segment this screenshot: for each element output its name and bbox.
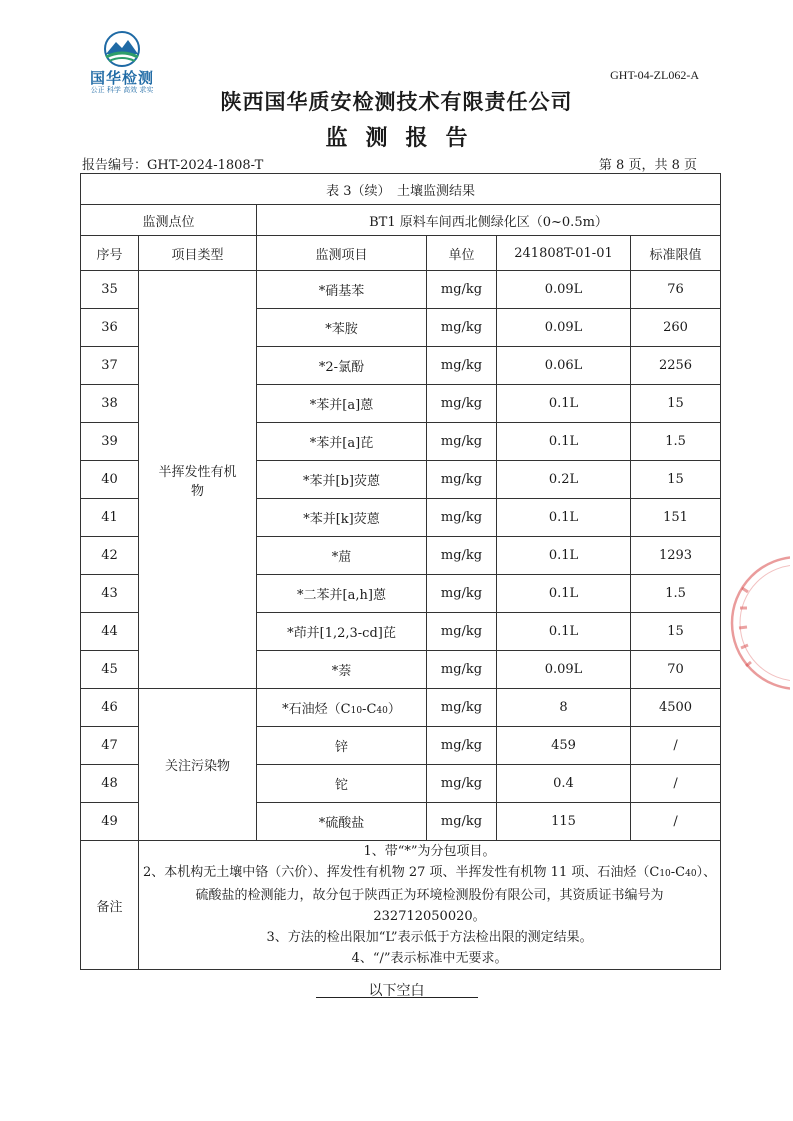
row-unit: mg/kg xyxy=(427,347,497,385)
row-limit: 1293 xyxy=(631,537,721,575)
row-item: *苯胺 xyxy=(257,309,427,347)
row-no: 38 xyxy=(81,385,139,423)
row-no: 41 xyxy=(81,499,139,537)
row-item: *苯并[a]蒽 xyxy=(257,385,427,423)
row-limit: / xyxy=(631,727,721,765)
row-no: 45 xyxy=(81,651,139,689)
row-unit: mg/kg xyxy=(427,423,497,461)
row-result: 0.09L xyxy=(497,651,631,689)
row-item: *苯并[k]荧蒽 xyxy=(257,499,427,537)
row-no: 43 xyxy=(81,575,139,613)
row-unit: mg/kg xyxy=(427,499,497,537)
note-3: 3、方法的检出限加“L”表示低于方法检出限的测定结果。 xyxy=(266,930,593,945)
report-number: 报告编号：GHT-2024-1808-T xyxy=(82,158,264,173)
blank-below-underline xyxy=(316,997,478,998)
row-unit: mg/kg xyxy=(427,271,497,309)
row-result: 0.4 xyxy=(497,765,631,803)
row-limit: 15 xyxy=(631,461,721,499)
row-limit: 1.5 xyxy=(631,575,721,613)
row-result: 0.1L xyxy=(497,575,631,613)
row-result: 459 xyxy=(497,727,631,765)
row-no: 37 xyxy=(81,347,139,385)
row-item: *石油烃（C10-C40） xyxy=(257,689,427,727)
row-result: 0.1L xyxy=(497,499,631,537)
row-limit: 260 xyxy=(631,309,721,347)
row-item: *䓛 xyxy=(257,537,427,575)
row-no: 36 xyxy=(81,309,139,347)
row-no: 44 xyxy=(81,613,139,651)
row-no: 47 xyxy=(81,727,139,765)
row-unit: mg/kg xyxy=(427,803,497,841)
row-item: *硫酸盐 xyxy=(257,803,427,841)
row-unit: mg/kg xyxy=(427,309,497,347)
note-1: 1、带“*”为分包项目。 xyxy=(363,844,496,859)
row-no: 42 xyxy=(81,537,139,575)
note-2: 2、本机构无土壤中铬（六价）、挥发性有机物 27 项、半挥发性有机物 11 项、石油烃（C10-C40）、硫酸盐的检测能力，故分包于陕西正为环境检测股份有限公司，其资质证书编号为 232712050020。 xyxy=(142,865,717,924)
row-item: *萘 xyxy=(257,651,427,689)
seal-stamp xyxy=(720,548,790,698)
table-row xyxy=(81,689,721,727)
notes-content xyxy=(139,841,721,970)
column-header-row xyxy=(81,236,721,271)
row-no: 49 xyxy=(81,803,139,841)
blank-below-text: 以下空白 xyxy=(368,983,425,999)
row-limit: 15 xyxy=(631,385,721,423)
row-unit: mg/kg xyxy=(427,727,497,765)
row-no: 35 xyxy=(81,271,139,309)
row-result: 0.1L xyxy=(497,423,631,461)
logo-name: 国华检测 xyxy=(89,69,154,87)
notes-row xyxy=(81,841,721,970)
row-unit: mg/kg xyxy=(427,461,497,499)
page-info: 第 8 页，共 8 页 xyxy=(598,158,697,173)
row-unit: mg/kg xyxy=(427,689,497,727)
item-type-cell: 关注污染物 xyxy=(139,689,257,841)
row-unit: mg/kg xyxy=(427,613,497,651)
row-item: *茚并[1,2,3-cd]芘 xyxy=(257,613,427,651)
row-unit: mg/kg xyxy=(427,765,497,803)
site-value: BT1 原料车间西北侧绿化区（0~0.5m） xyxy=(257,205,721,236)
row-unit: mg/kg xyxy=(427,537,497,575)
row-item: *2-氯酚 xyxy=(257,347,427,385)
row-item: 铊 xyxy=(257,765,427,803)
col-header-limit: 标准限值 xyxy=(631,236,721,271)
col-header-type: 项目类型 xyxy=(139,236,257,271)
row-result: 0.09L xyxy=(497,271,631,309)
row-item: *苯并[a]芘 xyxy=(257,423,427,461)
col-header-unit: 单位 xyxy=(427,236,497,271)
row-item: 锌 xyxy=(257,727,427,765)
row-limit: 151 xyxy=(631,499,721,537)
row-result: 0.1L xyxy=(497,537,631,575)
row-no: 48 xyxy=(81,765,139,803)
row-result: 8 xyxy=(497,689,631,727)
row-limit: / xyxy=(631,803,721,841)
row-limit: 15 xyxy=(631,613,721,651)
company-name: 陕西国华质安检测技术有限责任公司 xyxy=(220,90,573,114)
row-no: 40 xyxy=(81,461,139,499)
soil-results-table xyxy=(80,173,721,970)
row-unit: mg/kg xyxy=(427,651,497,689)
row-result: 115 xyxy=(497,803,631,841)
row-result: 0.1L xyxy=(497,613,631,651)
row-limit: 2256 xyxy=(631,347,721,385)
site-label: 监测点位 xyxy=(81,205,257,236)
item-type-cell: 半挥发性有机物 xyxy=(139,271,257,689)
row-item: *苯并[b]荧蒽 xyxy=(257,461,427,499)
row-limit: 76 xyxy=(631,271,721,309)
report-title: 监测报告 xyxy=(325,126,486,151)
seal-stamp-icon xyxy=(720,548,790,698)
note-4: 4、“/”表示标准中无要求。 xyxy=(351,951,508,966)
row-item: *二苯并[a,h]蒽 xyxy=(257,575,427,613)
row-limit: 1.5 xyxy=(631,423,721,461)
row-unit: mg/kg xyxy=(427,575,497,613)
row-result: 0.09L xyxy=(497,309,631,347)
logo-slogan: 公正 科学 高效 求实 xyxy=(90,86,154,94)
row-limit: 4500 xyxy=(631,689,721,727)
col-header-sample: 241808T-01-01 xyxy=(497,236,631,271)
row-unit: mg/kg xyxy=(427,385,497,423)
col-header-no: 序号 xyxy=(81,236,139,271)
mountain-logo-icon xyxy=(100,30,144,68)
row-result: 0.06L xyxy=(497,347,631,385)
notes-label: 备注 xyxy=(81,841,139,970)
row-limit: / xyxy=(631,765,721,803)
table-caption: 表 3（续） 土壤监测结果 xyxy=(81,174,721,205)
row-result: 0.1L xyxy=(497,385,631,423)
row-result: 0.2L xyxy=(497,461,631,499)
row-limit: 70 xyxy=(631,651,721,689)
table-row xyxy=(81,271,721,309)
document-code: GHT-04-ZL062-A xyxy=(610,68,699,82)
col-header-item: 监测项目 xyxy=(257,236,427,271)
row-item: *硝基苯 xyxy=(257,271,427,309)
row-no: 39 xyxy=(81,423,139,461)
row-no: 46 xyxy=(81,689,139,727)
